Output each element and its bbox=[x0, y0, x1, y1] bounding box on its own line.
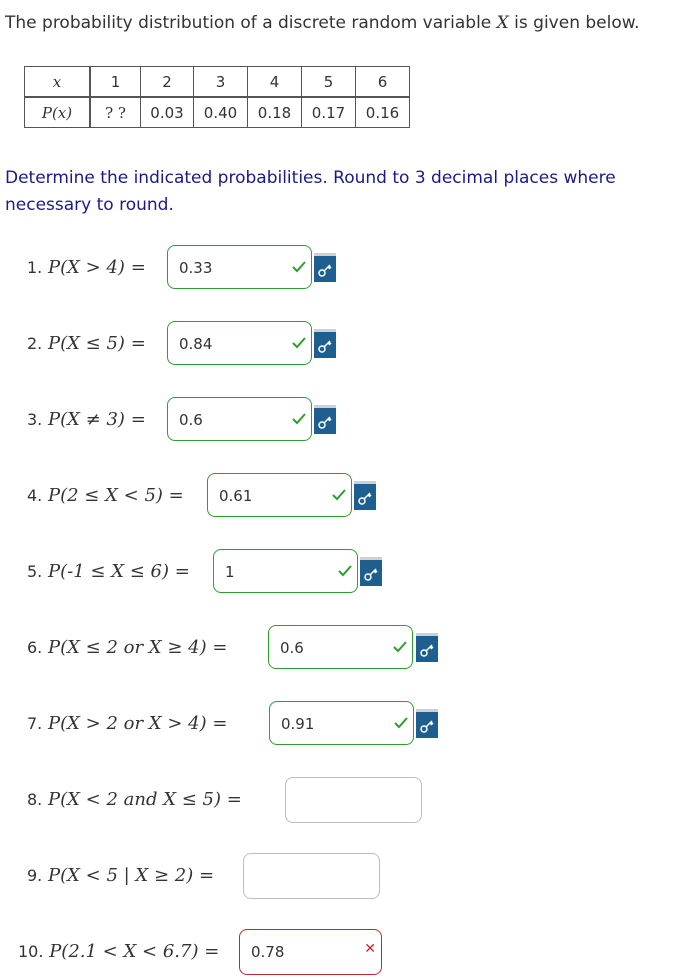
table-cell: 1 bbox=[90, 67, 141, 98]
question-3 bbox=[0, 397, 678, 445]
question-6 bbox=[0, 625, 678, 673]
answer-key-button-5[interactable] bbox=[360, 557, 382, 586]
answer-key-button-6[interactable] bbox=[416, 633, 438, 662]
table-cell: 0.40 bbox=[194, 97, 248, 128]
answer-input-7[interactable]: 0.91 bbox=[269, 701, 414, 745]
table-row-p bbox=[25, 97, 410, 128]
table-row-x bbox=[25, 67, 410, 98]
checkmark-icon bbox=[331, 487, 347, 503]
table-cell: 3 bbox=[194, 67, 248, 98]
answer-input-4[interactable]: 0.61 bbox=[207, 473, 352, 517]
answer-key-button-3[interactable] bbox=[314, 405, 336, 434]
answer-key-button-1[interactable] bbox=[314, 253, 336, 282]
intro-text-before: The probability distribution of a discrete random variable bbox=[5, 13, 497, 33]
intro-variable: X bbox=[496, 13, 509, 33]
table-cell: 0.18 bbox=[248, 97, 302, 128]
table-cell: 6 bbox=[356, 67, 410, 98]
checkmark-icon bbox=[392, 639, 408, 655]
table-cell: 5 bbox=[302, 67, 356, 98]
question-label: 8. P(X < 2 and X ≤ 5) = bbox=[27, 789, 242, 810]
key-icon bbox=[357, 490, 373, 506]
checkmark-icon bbox=[291, 411, 307, 427]
answer-key-button-7[interactable] bbox=[416, 709, 438, 738]
answer-input-2[interactable]: 0.84 bbox=[167, 321, 312, 365]
question-label: 10. P(2.1 < X < 6.7) = bbox=[18, 941, 220, 962]
checkmark-icon bbox=[337, 563, 353, 579]
instructions: Determine the indicated probabilities. Round to 3 decimal places where necessary to round. bbox=[5, 168, 616, 215]
question-1 bbox=[0, 245, 678, 293]
answer-input-5[interactable]: 1 bbox=[213, 549, 358, 593]
key-icon bbox=[419, 642, 435, 658]
question-5 bbox=[0, 549, 678, 597]
distribution-table bbox=[24, 66, 410, 128]
question-label: 1. P(X > 4) = bbox=[27, 257, 146, 278]
question-9 bbox=[0, 853, 678, 901]
table-header-x: x bbox=[25, 67, 91, 98]
checkmark-icon bbox=[393, 715, 409, 731]
answer-input-1[interactable]: 0.33 bbox=[167, 245, 312, 289]
question-label: 7. P(X > 2 or X > 4) = bbox=[27, 713, 228, 734]
table-cell: 4 bbox=[248, 67, 302, 98]
table-header-p: P(x) bbox=[25, 97, 91, 128]
x-mark-icon: ✕ bbox=[364, 941, 376, 957]
table-cell: 0.16 bbox=[356, 97, 410, 128]
answer-input-10[interactable]: 0.78 ✕ bbox=[239, 929, 382, 975]
key-icon bbox=[317, 262, 333, 278]
question-label: 4. P(2 ≤ X < 5) = bbox=[27, 485, 184, 506]
problem-intro bbox=[5, 13, 640, 33]
question-8 bbox=[0, 777, 678, 825]
question-label: 2. P(X ≤ 5) = bbox=[27, 333, 146, 354]
key-icon bbox=[363, 566, 379, 582]
question-10 bbox=[0, 929, 678, 977]
question-label: 9. P(X < 5 | X ≥ 2) = bbox=[27, 865, 215, 886]
question-label: 3. P(X ≠ 3) = bbox=[27, 409, 146, 430]
table-cell: 0.03 bbox=[141, 97, 194, 128]
question-7 bbox=[0, 701, 678, 749]
question-label: 5. P(-1 ≤ X ≤ 6) = bbox=[27, 561, 190, 582]
answer-input-8[interactable] bbox=[285, 777, 422, 823]
answer-input-9[interactable] bbox=[243, 853, 380, 899]
key-icon bbox=[419, 718, 435, 734]
question-4 bbox=[0, 473, 678, 521]
key-icon bbox=[317, 338, 333, 354]
table-cell: ? ? bbox=[90, 97, 141, 128]
checkmark-icon bbox=[291, 259, 307, 275]
question-2 bbox=[0, 321, 678, 369]
answer-key-button-4[interactable] bbox=[354, 481, 376, 510]
table-cell: 0.17 bbox=[302, 97, 356, 128]
key-icon bbox=[317, 414, 333, 430]
table-cell: 2 bbox=[141, 67, 194, 98]
checkmark-icon bbox=[291, 335, 307, 351]
intro-text-after: is given below. bbox=[508, 13, 640, 33]
answer-input-6[interactable]: 0.6 bbox=[268, 625, 413, 669]
answer-key-button-2[interactable] bbox=[314, 329, 336, 358]
question-label: 6. P(X ≤ 2 or X ≥ 4) = bbox=[27, 637, 228, 658]
answer-input-3[interactable]: 0.6 bbox=[167, 397, 312, 441]
